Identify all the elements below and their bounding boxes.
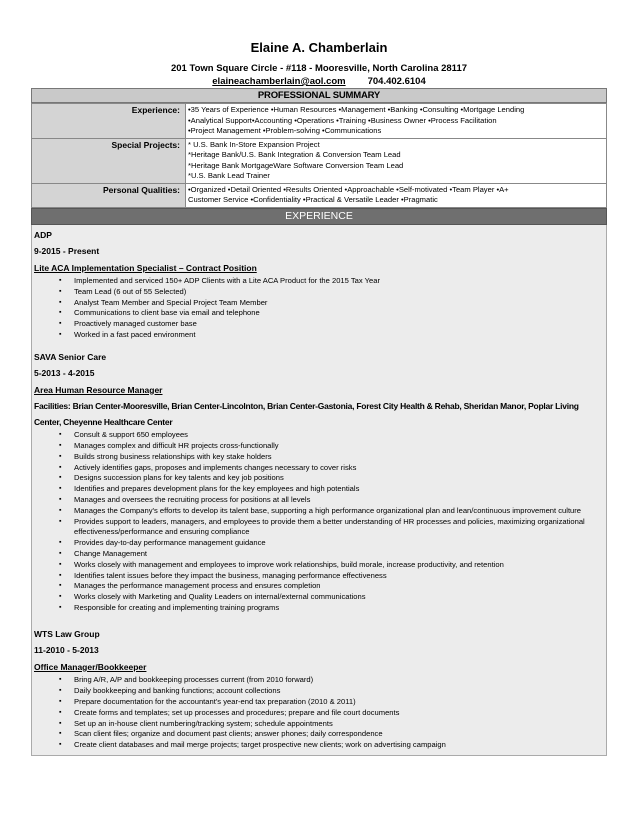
job-dates: 5-2013 - 4-2015	[34, 368, 95, 379]
list-item: ▪ Prepare documentation for the accountant's year-end tax preparation (2010 & 2011)	[32, 697, 606, 708]
job-dates: 9-2015 - Present	[34, 246, 100, 256]
list-item: ▪ Consult & support 650 employees	[32, 430, 606, 441]
summary-label: Special Projects:	[32, 138, 186, 183]
list-item: ▪ Create client databases and mail merge projects; target prospective new clients; work on advertising campaign	[32, 740, 606, 751]
list-item: ▪ Manages and oversees the recruiting process for positions at all levels	[32, 495, 606, 506]
email-link[interactable]: elaineachamberlain@aol.com	[212, 76, 346, 87]
list-item: ▪ Provides support to leaders, managers, and employees to provide them a better understanding of HR processes and policies, maximizing organizational effectiveness/performance and ensuring compliance	[32, 517, 606, 539]
candidate-name: Elaine A. Chamberlain	[250, 40, 388, 55]
list-item: ▪ Implemented and serviced 150+ ADP Clients with a Lite ACA Product for the 2015 Tax Year	[32, 276, 606, 287]
list-item: ▪ Change Management	[32, 549, 606, 560]
summary-line: Customer Service •Confidentiality •Practical & Versatile Leader •Pragmatic	[188, 195, 438, 204]
experience-heading: EXPERIENCE	[31, 208, 607, 225]
summary-line: •35 Years of Experience •Human Resources •Management •Banking •Consulting •Mortgage Lending	[188, 105, 525, 114]
summary-line: •Project Management •Problem-solving •Communications	[188, 126, 382, 135]
contact-line	[31, 75, 607, 88]
list-item: ▪ Analyst Team Member and Special Project Team Member	[32, 298, 606, 309]
job-title: Area Human Resource Manager	[34, 384, 163, 395]
summary-line: *U.S. Bank Lead Trainer	[188, 171, 270, 180]
summary-heading: PROFESSIONAL SUMMARY	[31, 88, 607, 103]
summary-values	[186, 104, 607, 139]
list-item: ▪ Works closely with Marketing and Quality Leaders on internal/external communications	[32, 592, 606, 603]
job-facilities: Facilities: Brian Center-Mooresville, Brian Center-Lincolnton, Brian Center-Gastonia, Forest City Health & Rehab, Sheridan Manor, Poplar Living Center, Cheyenne Healthcare Center	[34, 401, 579, 428]
summary-line: * U.S. Bank In-Store Expansion Project	[188, 139, 320, 149]
summary-row	[32, 104, 607, 139]
list-item: ▪ Responsible for creating and implementing training programs	[32, 603, 606, 614]
list-item: ▪ Team Lead (6 out of 55 Selected)	[32, 287, 606, 298]
summary-label: Experience:	[32, 104, 186, 139]
job-bullets	[32, 276, 606, 341]
summary-line: *Heritage Bank MortgageWare Software Conversion Team Lead	[188, 160, 404, 170]
job-title: Lite ACA Implementation Specialist – Contract Position	[34, 262, 257, 273]
list-item: ▪ Identifies and prepares development plans for the key employees and high potentials	[32, 484, 606, 495]
resume-page	[31, 40, 607, 756]
job-bullets	[32, 675, 606, 751]
candidate-address: 201 Town Square Circle - #118 - Mooresville, North Carolina 28117	[170, 63, 468, 74]
list-item: ▪ Daily bookkeeping and banking functions; account collections	[32, 686, 606, 697]
summary-values	[186, 183, 607, 207]
list-item: ▪ Set up an in-house client numbering/tracking system; schedule appointments	[32, 719, 606, 730]
summary-row	[32, 138, 607, 183]
summary-row	[32, 183, 607, 207]
list-item: ▪ Bring A/R, A/P and bookkeeping processes current (from 2010 forward)	[32, 675, 606, 686]
list-item: ▪ Actively identifies gaps, proposes and implements changes necessary to cover risks	[32, 463, 606, 474]
summary-line: •Organized •Detail Oriented •Results Oriented •Approachable •Self-motivated •Team Player •A+	[188, 184, 509, 194]
list-item: ▪ Identifies talent issues before they impact the business, managing performance effectiveness	[32, 571, 606, 582]
list-item: ▪ Manages the performance management process and ensures completion	[32, 581, 606, 592]
summary-line: *Heritage Bank/U.S. Bank Integration & Conversion Team Lead	[188, 150, 401, 159]
summary-line: •Analytical Support•Accounting •Operations •Training •Business Owner •Process Facilitation	[188, 115, 497, 125]
summary-table	[31, 103, 607, 208]
list-item: ▪ Works closely with management and employees to improve work relationships, build morale, increase productivity, and retention	[32, 560, 606, 571]
phone-number: 704.402.6104	[367, 76, 426, 87]
job-bullets	[32, 430, 606, 614]
list-item: ▪ Create forms and templates; set up processes and procedures; prepare and file court documents	[32, 708, 606, 719]
list-item: ▪ Designs succession plans for key talents and key job positions	[32, 473, 606, 484]
summary-values	[186, 138, 607, 183]
list-item: ▪ Manages the Company's efforts to develop its talent base, supporting a high performance organizational plan and lean/continuous improvement culture	[32, 506, 606, 517]
list-item: ▪ Manages complex and difficult HR projects cross-functionally	[32, 441, 606, 452]
company-name: SAVA Senior Care	[34, 351, 107, 362]
job-title: Office Manager/Bookkeeper	[34, 661, 147, 672]
resume-header	[31, 40, 607, 88]
list-item: ▪ Builds strong business relationships with key stake holders	[32, 452, 606, 463]
list-item: ▪ Proactively managed customer base	[32, 319, 606, 330]
summary-label: Personal Qualities:	[32, 183, 186, 207]
list-item: ▪ Worked in a fast paced environment	[32, 330, 606, 341]
list-item: ▪ Provides day-to-day performance management guidance	[32, 538, 606, 549]
company-name: ADP	[34, 229, 52, 240]
job-dates: 11-2010 - 5-2013	[34, 645, 99, 656]
list-item: ▪ Scan client files; organize and document past clients; answer phones; daily correspondence	[32, 729, 606, 740]
list-item: ▪ Communications to client base via email and telephone	[32, 308, 606, 319]
company-name: WTS Law Group	[34, 628, 100, 639]
experience-section	[31, 225, 607, 756]
